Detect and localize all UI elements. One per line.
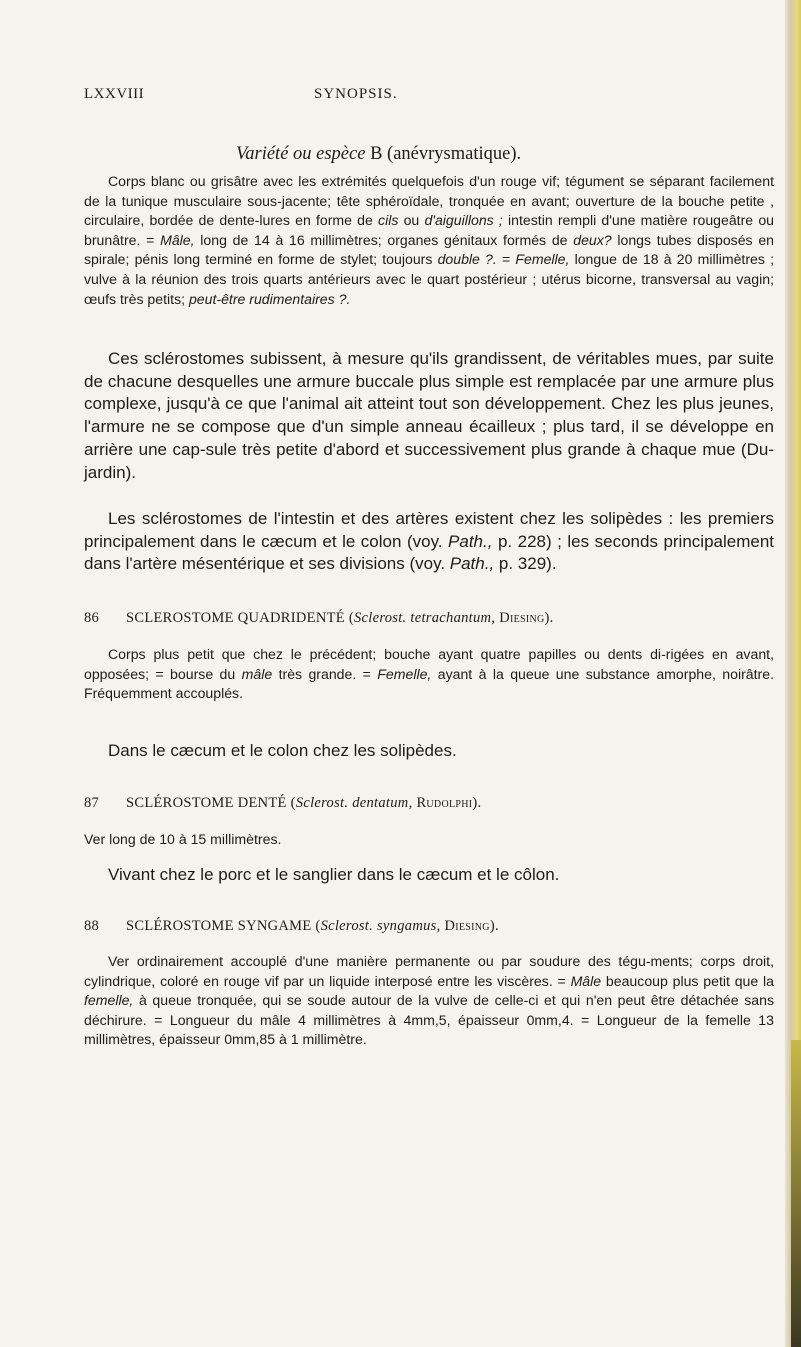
variety-b-description: Corps blanc ou grisâtre avec les extrémités quelquefois d'un rouge vif; tégument se séparant facilement de la tunique musculaire sous-jacente; tête sphéroïdale, tronquée en avant; ouverture de la bouche petite , circulaire, bordée de dente-lures en forme de cils ou d'aiguillons ; intestin rempli d'une matière rougeâtre ou brunâtre. = Mâle, long de 14 à 16 millimètres; organes génitaux formés de deux? longs tubes disposés en spirale; pénis long terminé en forme de stylet; toujours double ?. = Femelle, longue de 18 à 20 millimètres ; vulve à la réunion des trois quarts antérieurs avec le quart postérieur ; utérus bicorne, transversal au vagin; œufs très petits; peut-être rudimentaires ?.	[84, 173, 775, 307]
species-87-habitat: Vivant chez le porc et le sanglier dans le cæcum et le côlon.	[108, 865, 560, 884]
species-latin: Sclerost. syngamus,	[320, 918, 441, 934]
species-86-habitat: Dans le cæcum et le colon chez les solipèdes.	[108, 741, 457, 760]
species-name: SCLÉROSTOME DENTÉ	[126, 795, 287, 811]
variety-heading-rest: B (anévrysmatique).	[370, 144, 522, 164]
species-author: Diesing	[444, 918, 490, 934]
species-88-description: Ver ordinairement accouplé d'une manière permanente ou par soudure des tégu-ments; corps droit, cylindrique, coloré en rouge vif par un liquide interposé entre les viscères. = Mâle beaucoup plus petit que la femelle, à queue tronquée, qui se soude autour de la vulve de celle-ci et qui n'en peut être détachée sans déchirure. = Longueur du mâle 4 millimètres à 4mm,5, épaisseur 0mm,4. = Longueur de la femelle 13 millimètres, épaisseur 0mm,85 à 1 millimètre.	[84, 953, 774, 1048]
species-number: 88	[84, 918, 100, 934]
paragraph-habitat: Les sclérostomes de l'intestin et des artères existent chez les solipèdes : les premiers principalement dans le cæcum et le colon (voy. Path., p. 228) ; les seconds principalement dans l'artère mésentérique et ses divisions (voy. Path., p. 329).	[84, 509, 774, 574]
species-author: Diesing	[499, 610, 545, 626]
species-latin: Sclerost. dentatum,	[295, 795, 413, 811]
species-author: Rudolphi	[416, 795, 473, 811]
species-number: 87	[84, 795, 100, 811]
species-86-description: Corps plus petit que chez le précédent; bouche ayant quatre papilles ou dents di-rigées en avant, opposées; = bourse du mâle très grande. = Femelle, ayant à la queue une substance amorphe, noirâtre. Fréquemment accouplés.	[84, 646, 774, 702]
variety-heading-italic: Variété ou espèce	[236, 144, 366, 164]
species-88-heading: 88 SCLÉROSTOME SYNGAME (Sclerost. syngamus, Diesing).	[84, 918, 499, 934]
running-title: SYNOPSIS.	[314, 86, 398, 102]
running-header	[84, 86, 724, 110]
page-number: LXXVIII	[84, 86, 145, 102]
variety-heading	[236, 144, 521, 165]
species-name: SCLEROSTOME QUADRIDENTÉ	[126, 610, 345, 626]
species-86-heading: 86 SCLEROSTOME QUADRIDENTÉ (Sclerost. tetrachantum, Diesing).	[84, 610, 554, 626]
species-number: 86	[84, 610, 100, 626]
species-87-description: Ver long de 10 à 15 millimètres.	[84, 831, 282, 847]
species-87-heading: 87 SCLÉROSTOME DENTÉ (Sclerost. dentatum, Rudolphi).	[84, 795, 482, 811]
species-name: SCLÉROSTOME SYNGAME	[126, 918, 312, 934]
page-edge-shadow	[791, 1040, 801, 1347]
paragraph-mues: Ces sclérostomes subissent, à mesure qu'ils grandissent, de véritables mues, par suite de chacune desquelles une armure buccale plus simple est remplacée par une armure plus complexe, jusqu'à ce que l'animal ait atteint tout son développement. Chez les plus jeunes, l'armure ne se compose que d'un simple anneau écailleux ; plus tard, il se développe en arrière une cap-sule très petite d'abord et successivement plus grande à chaque mue (Du-jardin).	[84, 349, 774, 482]
species-latin: Sclerost. tetrachantum,	[353, 610, 496, 626]
